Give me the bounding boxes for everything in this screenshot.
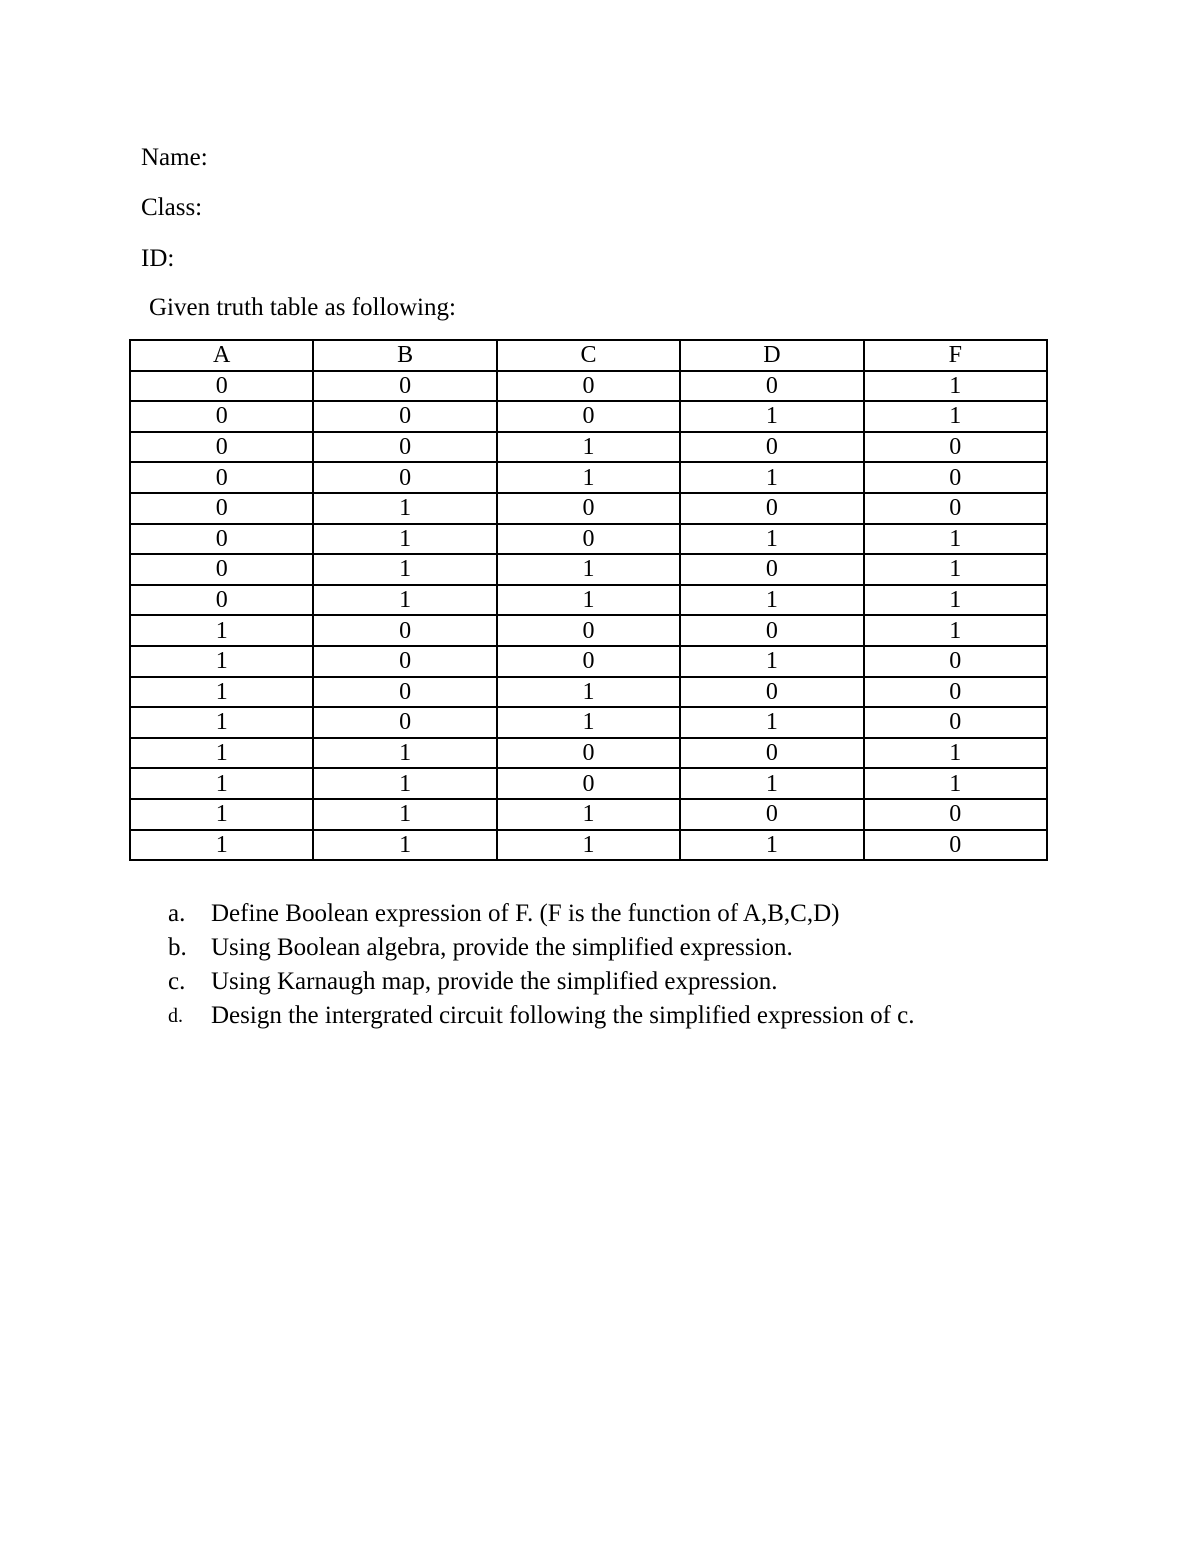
table-row [130,554,1047,585]
table-row [130,371,1047,402]
cell-f: 1 [864,401,1047,432]
cell-b: 1 [313,524,496,555]
cell-d: 0 [680,371,863,402]
cell-a: 1 [130,799,313,830]
cell-d: 0 [680,615,863,646]
cell-c: 1 [497,585,680,616]
truth-table [129,339,1048,861]
question-text: Using Boolean algebra, provide the simplified expression. [211,934,793,961]
cell-d: 1 [680,646,863,677]
cell-a: 1 [130,830,313,861]
question-list [168,897,915,1033]
cell-d: 1 [680,524,863,555]
cell-f: 0 [864,493,1047,524]
cell-a: 0 [130,585,313,616]
cell-d: 1 [680,462,863,493]
cell-f: 1 [864,524,1047,555]
cell-a: 0 [130,462,313,493]
cell-b: 0 [313,432,496,463]
cell-a: 1 [130,646,313,677]
cell-b: 0 [313,615,496,646]
cell-f: 0 [864,432,1047,463]
id-label: ID: [141,245,175,272]
cell-a: 1 [130,615,313,646]
cell-a: 0 [130,524,313,555]
cell-a: 0 [130,493,313,524]
table-row [130,646,1047,677]
cell-a: 0 [130,554,313,585]
cell-f: 0 [864,799,1047,830]
cell-d: 0 [680,677,863,708]
table-row [130,830,1047,861]
cell-c: 1 [497,432,680,463]
cell-f: 1 [864,371,1047,402]
cell-b: 0 [313,646,496,677]
cell-f: 0 [864,677,1047,708]
cell-c: 1 [497,799,680,830]
class-label: Class: [141,194,203,221]
question-text: Define Boolean expression of F. (F is the function of A,B,C,D) [211,900,840,927]
question-marker: c. [168,968,186,995]
question-item [168,999,915,1033]
cell-b: 1 [313,493,496,524]
cell-c: 0 [497,524,680,555]
cell-f: 0 [864,830,1047,861]
cell-b: 0 [313,401,496,432]
cell-b: 0 [313,371,496,402]
cell-b: 1 [313,799,496,830]
header-cell-a: A [130,340,313,371]
header-cell-d: D [680,340,863,371]
question-marker: b. [168,934,187,961]
cell-d: 1 [680,707,863,738]
table-row [130,677,1047,708]
table-row [130,462,1047,493]
table-row [130,707,1047,738]
cell-a: 0 [130,371,313,402]
intro-text: Given truth table as following: [149,294,456,321]
cell-a: 0 [130,432,313,463]
cell-d: 1 [680,401,863,432]
cell-f: 0 [864,462,1047,493]
cell-f: 0 [864,646,1047,677]
cell-f: 1 [864,738,1047,769]
cell-d: 0 [680,554,863,585]
question-item [168,931,915,965]
cell-c: 1 [497,462,680,493]
cell-a: 1 [130,738,313,769]
question-text: Design the intergrated circuit following the simplified expression of c. [211,1002,915,1029]
cell-b: 0 [313,462,496,493]
name-label: Name: [141,144,208,171]
cell-f: 1 [864,615,1047,646]
cell-b: 1 [313,554,496,585]
table-row [130,401,1047,432]
cell-c: 0 [497,401,680,432]
cell-d: 0 [680,738,863,769]
cell-b: 0 [313,677,496,708]
question-marker: d. [168,1005,183,1027]
question-marker: a. [168,900,186,927]
cell-d: 1 [680,585,863,616]
cell-a: 1 [130,707,313,738]
table-row [130,432,1047,463]
cell-c: 0 [497,768,680,799]
cell-a: 0 [130,401,313,432]
cell-f: 0 [864,707,1047,738]
table-row [130,768,1047,799]
cell-a: 1 [130,768,313,799]
cell-f: 1 [864,768,1047,799]
cell-c: 0 [497,646,680,677]
table-header-row [130,340,1047,371]
cell-b: 1 [313,830,496,861]
cell-c: 1 [497,830,680,861]
table-row [130,615,1047,646]
cell-d: 0 [680,799,863,830]
cell-b: 1 [313,768,496,799]
cell-f: 1 [864,554,1047,585]
truth-table-body [130,371,1047,861]
cell-d: 0 [680,493,863,524]
question-item [168,965,915,999]
cell-b: 0 [313,707,496,738]
cell-c: 0 [497,493,680,524]
table-row [130,585,1047,616]
cell-b: 1 [313,585,496,616]
header-cell-b: B [313,340,496,371]
header-cell-c: C [497,340,680,371]
table-row [130,799,1047,830]
cell-d: 1 [680,768,863,799]
cell-c: 1 [497,677,680,708]
cell-a: 1 [130,677,313,708]
question-text: Using Karnaugh map, provide the simplified expression. [211,968,778,995]
question-item [168,897,915,931]
cell-d: 1 [680,830,863,861]
cell-c: 0 [497,615,680,646]
cell-c: 1 [497,554,680,585]
cell-c: 1 [497,707,680,738]
cell-b: 1 [313,738,496,769]
cell-c: 0 [497,371,680,402]
cell-f: 1 [864,585,1047,616]
table-row [130,524,1047,555]
cell-d: 0 [680,432,863,463]
header-cell-f: F [864,340,1047,371]
cell-c: 0 [497,738,680,769]
table-row [130,493,1047,524]
table-row [130,738,1047,769]
